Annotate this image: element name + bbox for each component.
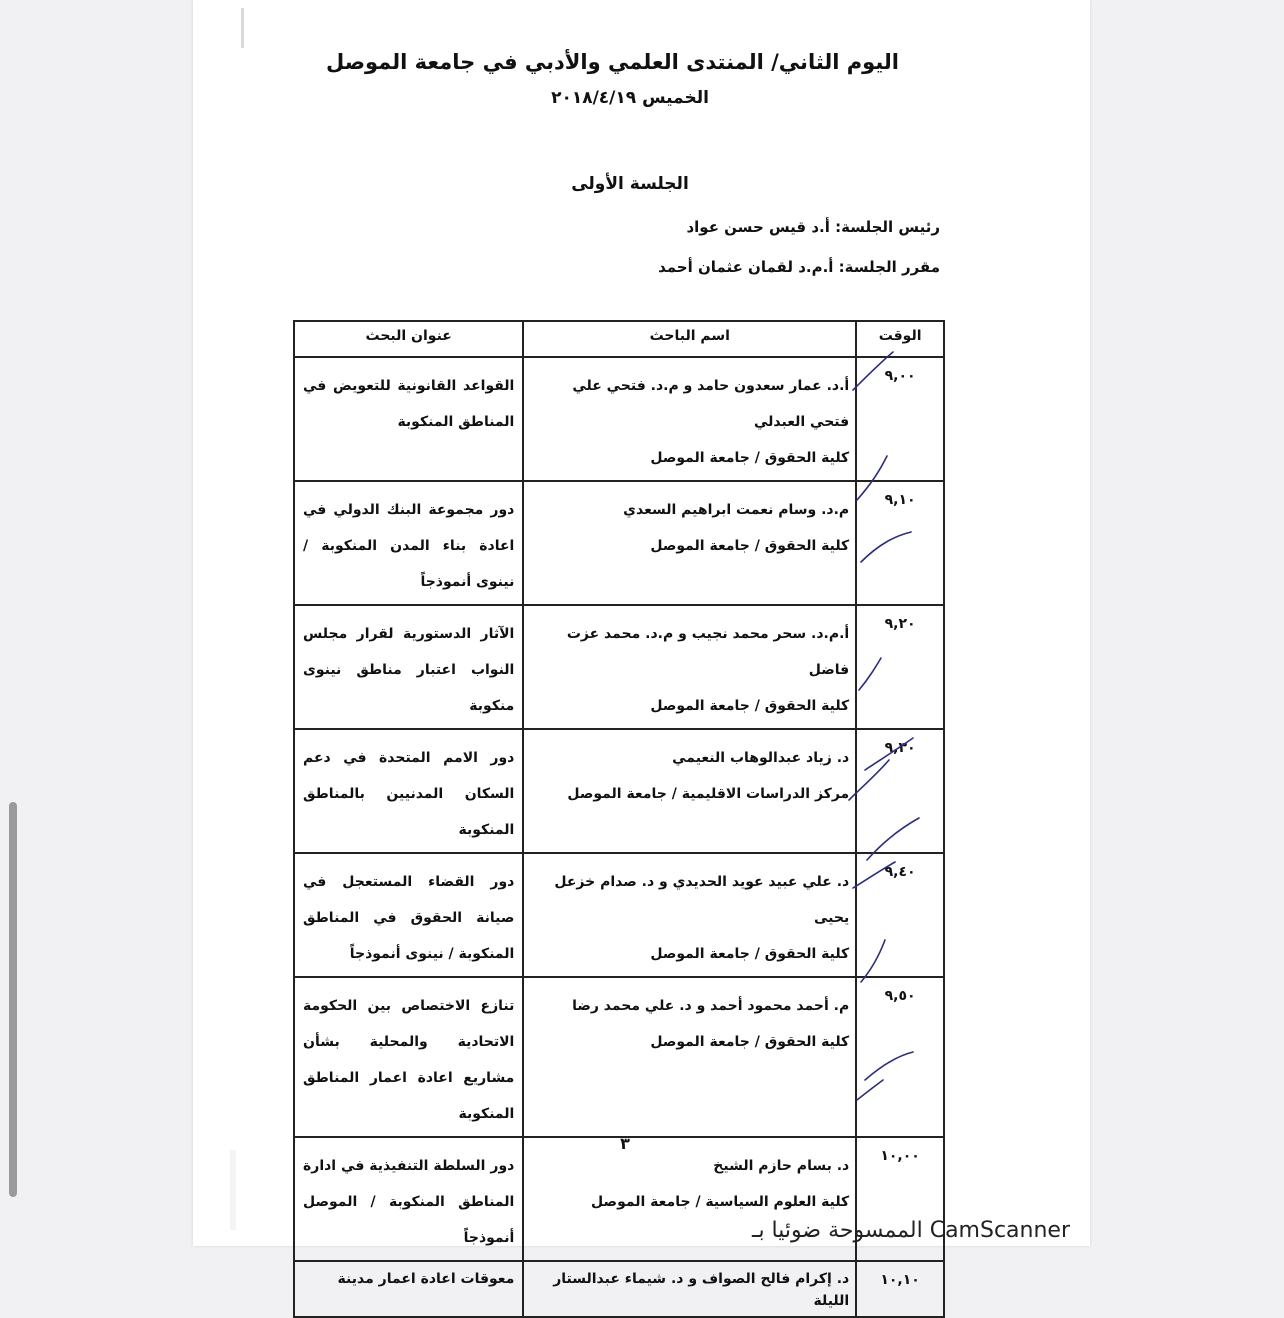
row-research-title: دور القضاء المستعجل في صيانة الحقوق في المناطق المنكوبة / نينوى أنموذجاً bbox=[294, 853, 523, 977]
row-affiliation: كلية العلوم السياسية / جامعة الموصل bbox=[591, 1194, 850, 1210]
row-research-title: دور الامم المتحدة في دعم السكان المدنيين بالمناطق المنكوبة bbox=[294, 729, 523, 853]
row-researcher: أ.د. عمار سعدون حامد و م.د. فتحي علي فتحي العبدلي bbox=[572, 378, 850, 430]
session-title: الجلسة الأولى bbox=[571, 174, 689, 194]
row-time: ٩,٢٠ bbox=[856, 605, 944, 729]
row-researcher-cell bbox=[523, 729, 856, 853]
row-affiliation: كلية الحقوق / جامعة الموصل bbox=[650, 1034, 850, 1050]
row-researcher: د. إكرام فالح الصواف و د. شيماء عبدالستار الليلة bbox=[553, 1271, 850, 1309]
row-research-title: دور مجموعة البنك الدولي في اعادة بناء المدن المنكوبة / نينوى أنموذجاً bbox=[294, 481, 523, 605]
row-researcher-cell bbox=[523, 605, 856, 729]
row-researcher: د. زياد عبدالوهاب النعيمي bbox=[672, 750, 850, 766]
table-header-row bbox=[294, 321, 944, 357]
document-date: الخميس ٢٠١٨/٤/١٩ bbox=[551, 88, 709, 108]
row-researcher: د. علي عبيد عويد الحديدي و د. صدام خزعل يحيى bbox=[554, 874, 850, 926]
row-time: ٩,٣٠ bbox=[856, 729, 944, 853]
row-researcher: أ.م.د. سحر محمد نجيب و م.د. محمد عزت فاضل bbox=[566, 626, 850, 678]
row-time: ٩,٤٠ bbox=[856, 853, 944, 977]
table-row bbox=[294, 481, 944, 605]
row-researcher-cell bbox=[523, 977, 856, 1137]
scan-edge-shadow bbox=[230, 1150, 236, 1230]
row-time: ٩,٠٠ bbox=[856, 357, 944, 481]
session-chair: رئيس الجلسة: أ.د قيس حسن عواد bbox=[686, 218, 940, 236]
row-researcher: م.د. وسام نعمت ابراهيم السعدي bbox=[623, 502, 850, 518]
row-researcher: د. بسام حازم الشيخ bbox=[713, 1158, 850, 1174]
row-research-title: تنازع الاختصاص بين الحكومة الاتحادية والمحلية بشأن مشاريع اعادة اعمار المناطق المنكوبة bbox=[294, 977, 523, 1137]
session-rapporteur: مقرر الجلسة: أ.م.د لقمان عثمان أحمد bbox=[658, 258, 940, 276]
row-time: ١٠,٠٠ bbox=[856, 1137, 944, 1261]
row-researcher-cell bbox=[523, 481, 856, 605]
row-time: ٩,١٠ bbox=[856, 481, 944, 605]
row-researcher: م. أحمد محمود أحمد و د. علي محمد رضا bbox=[572, 998, 850, 1014]
row-researcher-cell bbox=[523, 357, 856, 481]
row-research-title: دور السلطة التنفيذية في ادارة المناطق المنكوبة / الموصل أنموذجاً bbox=[294, 1137, 523, 1261]
session-schedule-table bbox=[293, 320, 945, 1318]
row-affiliation: كلية الحقوق / جامعة الموصل bbox=[650, 538, 850, 554]
row-research-title: معوقات اعادة اعمار مدينة bbox=[294, 1261, 523, 1317]
table-row bbox=[294, 729, 944, 853]
scan-edge-mark bbox=[241, 8, 244, 48]
row-affiliation: كلية الحقوق / جامعة الموصل bbox=[650, 450, 850, 466]
table-row bbox=[294, 357, 944, 481]
header-research-title: عنوان البحث bbox=[294, 321, 523, 357]
row-affiliation: كلية الحقوق / جامعة الموصل bbox=[650, 946, 850, 962]
table-row bbox=[294, 605, 944, 729]
row-research-title: الآثار الدستورية لقرار مجلس النواب اعتبار مناطق نينوى منكوبة bbox=[294, 605, 523, 729]
document-title: اليوم الثاني/ المنتدى العلمي والأدبي في جامعة الموصل bbox=[325, 50, 900, 74]
header-time: الوقت bbox=[856, 321, 944, 357]
table-row bbox=[294, 853, 944, 977]
row-researcher-cell bbox=[523, 853, 856, 977]
scrollbar-thumb[interactable] bbox=[9, 802, 17, 1197]
page-number: ٣ bbox=[620, 1134, 630, 1153]
row-time: ١٠,١٠ bbox=[856, 1261, 944, 1317]
header-researcher: اسم الباحث bbox=[523, 321, 856, 357]
table-row bbox=[294, 977, 944, 1137]
camscanner-watermark: الممسوحة ضوئيا بـ CamScanner bbox=[752, 1218, 1070, 1243]
row-research-title: القواعد القانونية للتعويض في المناطق المنكوبة bbox=[294, 357, 523, 481]
row-affiliation: كلية الحقوق / جامعة الموصل bbox=[650, 698, 850, 714]
row-time: ٩,٥٠ bbox=[856, 977, 944, 1137]
row-affiliation: مركز الدراسات الاقليمية / جامعة الموصل bbox=[567, 786, 850, 802]
table-row bbox=[294, 1261, 944, 1317]
row-researcher-cell bbox=[523, 1261, 856, 1317]
